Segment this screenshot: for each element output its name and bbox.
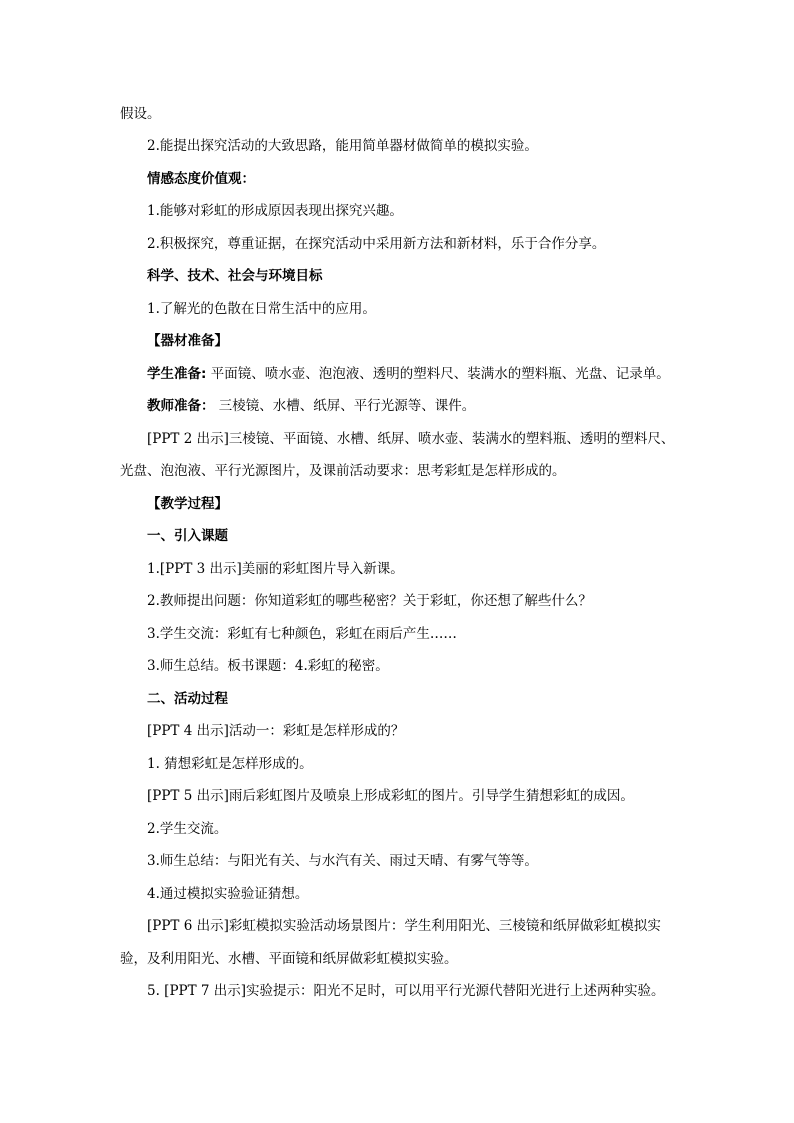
student-materials-text: 平面镜、喷水壶、泡泡液、透明的塑料尺、装满水的塑料瓶、光盘、记录单。 (206, 366, 670, 382)
text-line-objective-2: 2.能提出探究活动的大致思路，能用简单器材做简单的模拟实验。 (147, 138, 538, 154)
text-line-intro-summary: 3.师生总结。板书课题：4.彩虹的秘密。 (147, 658, 389, 674)
text-line-summary: 3.师生总结：与阳光有关、与水汽有关、雨过天晴、有雾气等等。 (147, 853, 538, 869)
text-line-attitude-1: 1.能够对彩虹的形成原因表现出探究兴趣。 (147, 203, 403, 219)
student-materials-label: 学生准备: (147, 366, 207, 382)
text-line-ppt7: 5. [PPT 7 出示]实验提示：阳光不足时，可以用平行光源代替阳光进行上述两种实验。 (147, 983, 665, 999)
text-line-ppt5: [PPT 5 出示]雨后彩虹图片及喷泉上形成彩虹的图片。引导学生猜想彩虹的成因。 (147, 788, 634, 804)
text-line-intro-1: 1.[PPT 3 出示]美丽的彩虹图片导入新课。 (147, 561, 404, 577)
text-line-attitude-2: 2.积极探究，尊重证据，在探究活动中采用新方法和新材料，乐于合作分享。 (147, 236, 606, 252)
text-line-ppt2-continued: 光盘、泡泡液、平行光源图片，及课前活动要求：思考彩虹是怎样形成的。 (120, 463, 566, 479)
text-line-teacher-materials (147, 396, 475, 416)
text-line-ppt4: [PPT 4 出示]活动一：彩虹是怎样形成的？ (147, 723, 405, 739)
text-line-sts-1: 1.了解光的色散在日常生活中的应用。 (147, 301, 376, 317)
text-line-ppt6: [PPT 6 出示]彩虹模拟实验活动场景图片：学生利用阳光、三棱镜和纸屏做彩虹模拟实 (147, 918, 661, 934)
text-line-student-materials (147, 364, 670, 384)
teacher-materials-label: 教师准备： (147, 398, 215, 414)
text-line-hypothesis: 假设。 (120, 106, 161, 122)
section-heading-attitude: 情感态度价值观： (147, 171, 255, 187)
section-heading-process: 【教学过程】 (147, 496, 228, 512)
text-line-ppt2: [PPT 2 出示]三棱镜、平面镜、水槽、纸屏、喷水壶、装满水的塑料瓶、透明的塑料尺、 (147, 431, 675, 447)
section-heading-sts: 科学、技术、社会与环境目标 (147, 268, 323, 284)
section-heading-activity: 二、活动过程 (147, 691, 228, 707)
teacher-materials-text: 三棱镜、水槽、纸屏、平行光源等、课件。 (214, 398, 476, 414)
text-line-intro-3: 3.学生交流：彩虹有七种颜色，彩虹在雨后产生…… (147, 626, 457, 642)
text-line-guess: 1. 猜想彩虹是怎样形成的。 (147, 756, 313, 772)
text-line-student-exchange: 2.学生交流。 (147, 821, 228, 837)
text-line-ppt6-continued: 验，及利用阳光、水槽、平面镜和纸屏做彩虹模拟实验。 (120, 951, 458, 967)
section-heading-materials: 【器材准备】 (147, 333, 228, 349)
text-line-verify: 4.通过模拟实验验证猜想。 (147, 886, 309, 902)
text-line-intro-2: 2.教师提出问题：你知道彩虹的哪些秘密？关于彩虹，你还想了解些什么？ (147, 593, 592, 609)
section-heading-intro: 一、引入课题 (147, 528, 228, 544)
